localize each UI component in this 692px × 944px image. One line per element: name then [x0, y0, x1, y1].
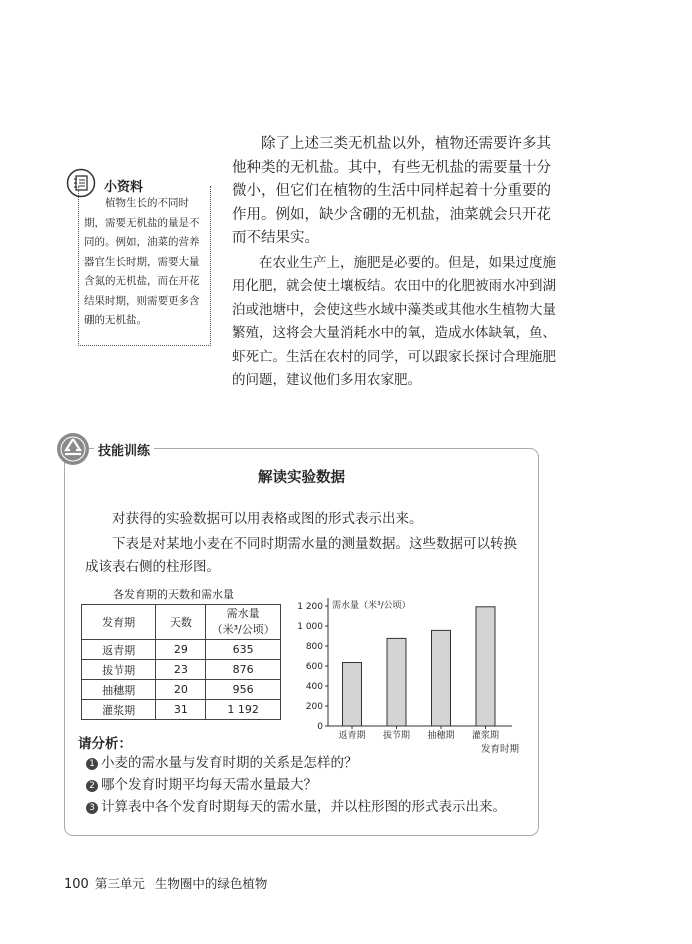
question-item — [86, 752, 536, 774]
intro-paragraph-2: 在农业生产上，施肥是必要的。但是，如果过度施用化肥，就会使土壤板结。农田中的化肥被雨水冲到湖泊或池塘中，会使这些水域中藻类或其他水生植物大量繁殖，这将会大量消耗水中的氧，造成水体缺氧，鱼、虾死亡。生活在农村的同学，可以跟家长探讨合理施肥的问题，建议他们多用农家肥。 — [232, 254, 556, 388]
chart-bar — [387, 638, 406, 726]
table-cell: 1 192 — [206, 700, 281, 720]
chart-y-tick-label: 400 — [305, 682, 323, 692]
skill-title: 技能训练 — [94, 440, 154, 459]
table-cell: 23 — [156, 660, 206, 680]
question-number: 2 — [86, 780, 98, 792]
table-caption: 各发育期的天数和需水量 — [113, 588, 234, 601]
skill-paragraph-1: 对获得的实验数据可以用表格或图的形式表示出来。 — [112, 511, 423, 527]
chart-y-tick-label: 1 000 — [297, 622, 323, 632]
table-row — [82, 680, 281, 700]
skill-text — [85, 508, 525, 580]
chart-bar — [476, 607, 495, 726]
chart-bar — [432, 630, 451, 726]
header-water-label: 需水量 — [226, 607, 260, 620]
table-cell: 29 — [156, 640, 206, 660]
table-cell: 956 — [206, 680, 281, 700]
chart-x-tick-label: 拔节期 — [382, 731, 411, 741]
question-number: 3 — [86, 802, 98, 814]
table-cell: 拔节期 — [82, 660, 156, 680]
footer-title: 生物圈中的绿色植物 — [154, 876, 268, 891]
main-text — [232, 133, 562, 393]
analyze-label: 请分析： — [78, 736, 132, 752]
table-header-row — [82, 605, 281, 640]
chart-bar — [343, 663, 362, 727]
table-row — [82, 660, 281, 680]
page-footer — [64, 874, 267, 892]
table-cell: 抽穗期 — [82, 680, 156, 700]
table-cell: 20 — [156, 680, 206, 700]
chart-x-tick-label: 抽穗期 — [427, 731, 455, 741]
table-cell: 灌浆期 — [82, 700, 156, 720]
question-list — [86, 752, 536, 818]
question-number: 1 — [86, 758, 98, 770]
table-row — [82, 640, 281, 660]
sidebar-text — [84, 194, 206, 331]
sidebar-title: 小资料 — [104, 180, 144, 195]
footer-unit: 第三单元 — [94, 876, 145, 891]
page-number: 100 — [64, 877, 89, 892]
header-days: 天数 — [156, 605, 206, 640]
intro-paragraph-1: 除了上述三类无机盐以外，植物还需要许多其他种类的无机盐。其中，有些无机盐的需要量十分微小，但它们在植物的生活中同样起着十分重要的作用。例如，缺少含硼的无机盐，油菜就会只开花而不结果实。 — [232, 136, 551, 246]
chart-y-tick-label: 200 — [305, 702, 323, 712]
water-demand-chart — [292, 592, 532, 758]
chart-x-axis-label: 发育时期 — [480, 744, 519, 755]
question-text: 小麦的需水量与发育时期的关系是怎样的？ — [101, 755, 358, 771]
header-stage: 发育期 — [82, 605, 156, 640]
header-water-unit: （米³/公顷） — [211, 623, 275, 636]
recycle-icon — [56, 432, 90, 466]
data-table — [81, 604, 281, 720]
sidebar-paragraph: 植物生长的不同时期，需要无机盐的量是不同的。例如，油菜的营养器官生长时期，需要大量含氮的无机盐，而在开花结果时期，则需要更多含硼的无机盐。 — [84, 197, 200, 326]
chart-y-tick-label: 1 200 — [297, 602, 323, 612]
panel-heading: 解读实验数据 — [258, 470, 345, 486]
table-cell: 31 — [156, 700, 206, 720]
header-water — [206, 605, 281, 640]
question-text: 哪个发育时期平均每天需水量最大？ — [101, 777, 317, 793]
chart-x-tick-label: 返青期 — [338, 731, 366, 741]
skill-paragraph-2: 下表是对某地小麦在不同时期需水量的测量数据。这些数据可以转换成该表右侧的柱形图。 — [85, 535, 517, 575]
table-cell: 返青期 — [82, 640, 156, 660]
table-row — [82, 700, 281, 720]
chart-x-tick-label: 灌浆期 — [471, 731, 500, 741]
chart-y-tick-label: 0 — [317, 722, 323, 732]
chart-y-tick-label: 600 — [305, 662, 323, 672]
question-item — [86, 774, 536, 796]
table-cell: 635 — [206, 640, 281, 660]
table-cell: 876 — [206, 660, 281, 680]
question-text: 计算表中各个发育时期每天的需水量，并以柱形图的形式表示出来。 — [101, 799, 506, 815]
chart-y-tick-label: 800 — [305, 642, 323, 652]
chart-y-axis-label: 需水量（米³/公顷） — [332, 601, 411, 611]
question-item — [86, 796, 536, 818]
